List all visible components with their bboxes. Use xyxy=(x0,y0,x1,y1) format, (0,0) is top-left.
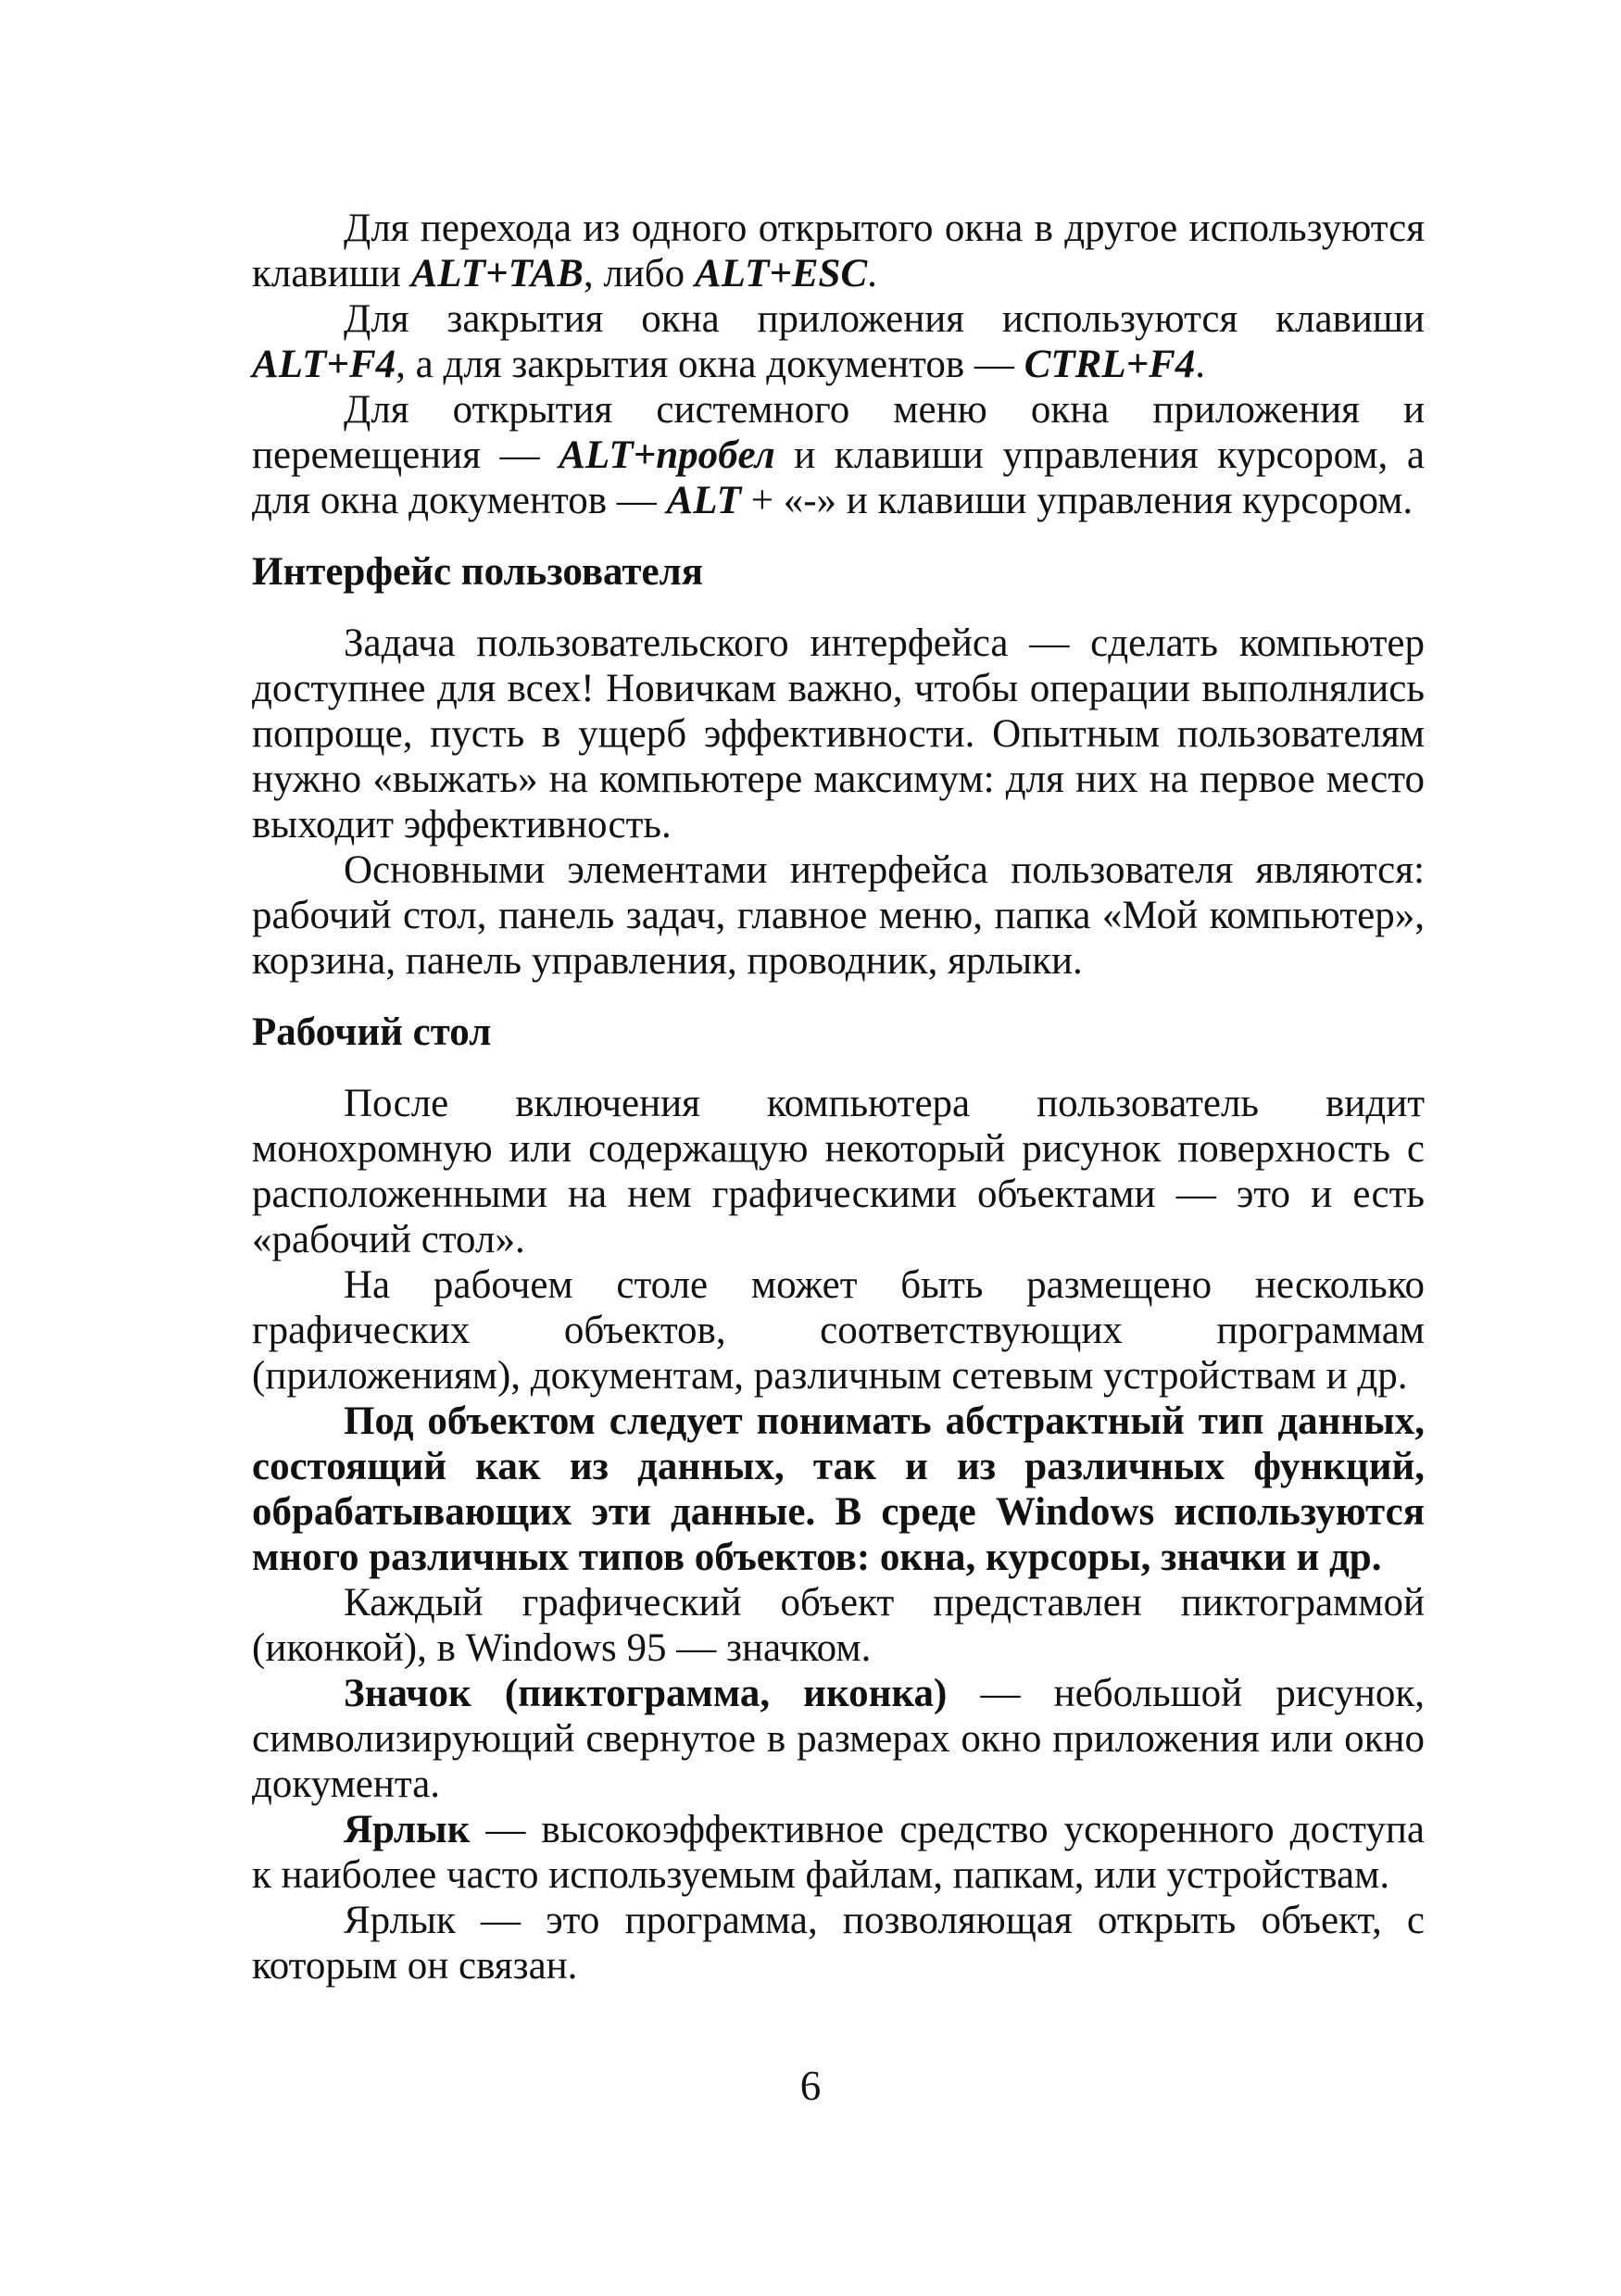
text-run: , а для закрытия окна документов — xyxy=(396,343,1024,386)
text-run: — высокоэффективное средство ускоренного доступа к наиболее часто используемым файлам, папкам, или устройствам. xyxy=(252,1808,1425,1897)
text-run: На рабочем столе может быть размещено несколько графических объектов, соответствующих программам (приложениям), документам, различным сетевым устройствам и др. xyxy=(252,1263,1425,1398)
text-run: После включения компьютера пользователь видит монохромную или содержащую некоторый рисунок поверхность с расположенными на нем графическими объектами — это и есть «рабочий стол». xyxy=(252,1082,1425,1261)
hotkey: ALT xyxy=(666,479,741,522)
hotkey: ALT+ESC xyxy=(694,252,868,295)
hotkey: ALT+TAB xyxy=(410,252,584,295)
text-run: . xyxy=(867,252,877,295)
text-run: Основными элементами интерфейса пользователя являются: рабочий стол, панель задач, главное меню, папка «Мой компьютер», корзина, панель управления, проводник, ярлыки. xyxy=(252,848,1425,983)
text-run: Ярлык — это программа, позволяющая открыть объект, с которым он связан. xyxy=(252,1899,1425,1988)
paragraph-shortcut-definition xyxy=(252,1807,1425,1898)
paragraph-icon-definition xyxy=(252,1671,1425,1807)
paragraph-pictogram xyxy=(252,1580,1425,1671)
text-run: Для открытия системного меню окна приложения и перемещения — xyxy=(252,388,1425,477)
paragraph-shortcut-program xyxy=(252,1898,1425,1989)
page-number: 6 xyxy=(799,2063,822,2109)
paragraph-object-definition xyxy=(252,1399,1425,1580)
text-run: Для закрытия окна приложения используются клавиши xyxy=(344,297,1425,341)
hotkey: CTRL+F4 xyxy=(1024,343,1196,386)
paragraph-desktop-objects xyxy=(252,1262,1425,1399)
text-run: Для перехода из одного открытого окна в другое используются клавиши xyxy=(252,207,1425,295)
paragraph-windows-switch xyxy=(252,206,1425,296)
paragraph-windows-close xyxy=(252,296,1425,387)
paragraph-ui-elements xyxy=(252,847,1425,984)
text-run: , либо xyxy=(583,252,695,295)
text-run: + «-» и клавиши управления курсором. xyxy=(740,479,1414,522)
text-run: Под объектом следует понимать абстрактный тип данных, состоящий как из данных, так и из различных функций, обрабатывающих эти данные. В среде Windows используются много различных типов объектов: окна, курсоры, значки и др. xyxy=(252,1399,1425,1579)
paragraph-system-menu xyxy=(252,387,1425,523)
paragraph-ui-task xyxy=(252,621,1425,847)
text-run: Каждый графический объект представлен пиктограммой (иконкой), в Windows 95 — значком. xyxy=(252,1581,1425,1670)
page-text xyxy=(252,206,1425,1989)
defined-term: Значок (пиктограмма, иконка) xyxy=(344,1672,948,1715)
section-heading-desktop: Рабочий стол xyxy=(252,1010,492,1054)
text-run: — небольшой рисунок, символизирующий свернутое в размерах окно приложения или окно документа. xyxy=(252,1672,1425,1806)
text-run: Задача пользовательского интерфейса — сделать компьютер доступнее для всех! Новичкам важно, чтобы операции выполнялись попроще, пусть в ущерб эффективности. Опытным пользователям нужно «выжать» на компьютере максимум: для них на первое место выходит эффективность. xyxy=(252,621,1425,847)
text-run: . xyxy=(1195,343,1206,386)
text-run: и клавиши управления курсором, а для окна документов — xyxy=(252,433,1425,522)
defined-term: Ярлык xyxy=(344,1808,471,1851)
paragraph-desktop-intro xyxy=(252,1081,1425,1262)
hotkey: ALT+пробел xyxy=(559,433,775,477)
hotkey: ALT+F4 xyxy=(252,343,396,386)
section-heading-user-interface: Интерфейс пользователя xyxy=(252,550,704,594)
